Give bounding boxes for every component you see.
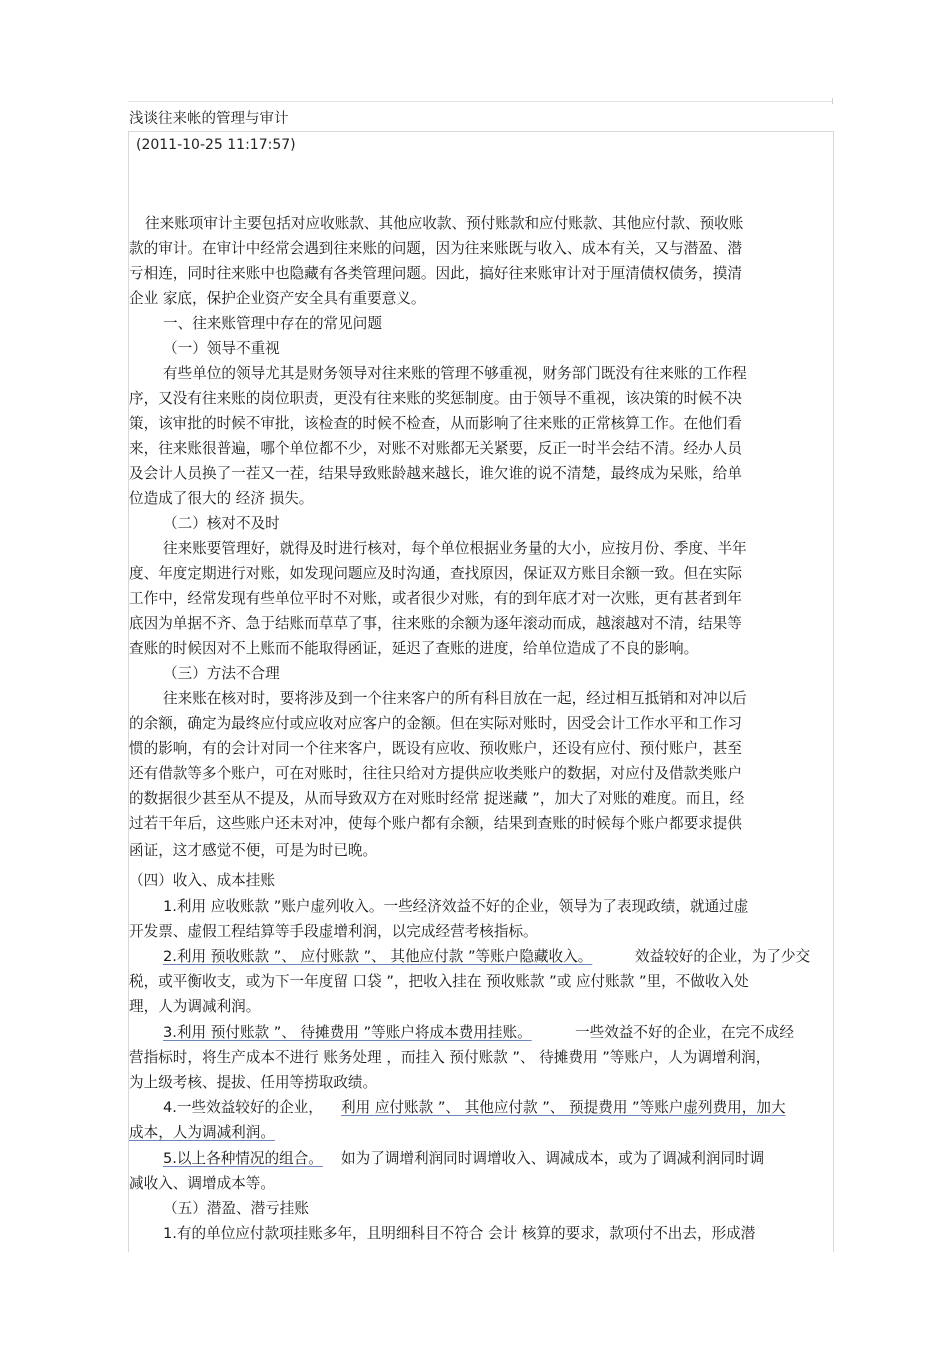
subsection-heading: （二）核对不及时 — [163, 515, 280, 532]
subsection-heading: （四）收入、成本挂账 — [129, 872, 275, 889]
body-line: 1.有的单位应付款项挂账多年，且明细科目不符合 会计 核算的要求，款项付不出去，形成潜 — [163, 1225, 756, 1242]
section-heading: 一、往来账管理中存在的常见问题 — [163, 315, 382, 332]
body-line: 来，往来账很普遍，哪个单位都不少，对账不对账都无关紧要，反正一时半会结不清。经办人员 — [129, 440, 742, 457]
body-line: 如为了调增利润同时调增收入、调减成本，或为了调减利润同时调 — [341, 1150, 765, 1167]
body-line: 惯的影响，有的会计对同一个往来客户，既设有应收、预收账户，还设有应付、预付账户，甚至 — [129, 740, 742, 757]
body-line: 有些单位的领导尤其是财务领导对往来账的管理不够重视，财务部门既没有往来账的工作程 — [163, 365, 747, 382]
body-line: 开发票、虚假工程结算等手段虚增利润，以完成经营考核指标。 — [129, 923, 538, 940]
body-line: 度、年度定期进行对账，如发现问题应及时沟通，查找原因，保证双方账目余额一致。但在实际 — [129, 565, 742, 582]
body-line: 过若干年后，这些账户还未对冲，使每个账户都有余额，结果到查账的时候每个账户都要求提供 — [129, 815, 742, 832]
body-line: 往来账项审计主要包括对应收账款、其他应收款、预付账款和应付账款、其他应付款、预收账 — [145, 215, 744, 232]
body-line: 序，又没有往来账的岗位职责，更没有往来账的奖惩制度。由于领导不重视，该决策的时候不决 — [129, 390, 742, 407]
body-line: 往来账在核对时，要将涉及到一个往来客户的所有科目放在一起，经过相互抵销和对冲以后 — [163, 690, 747, 707]
post-date: (2011-10-25 11:17:57) — [136, 137, 296, 153]
underlined-item: 成本，人为调减利润。 — [129, 1124, 275, 1141]
subsection-heading: （三）方法不合理 — [163, 665, 280, 682]
underlined-item: 5.以上各种情况的组合。 — [163, 1150, 323, 1167]
underlined-item: 3.利用 预付账款 ”、 待摊费用 ”等账户将成本费用挂账。 — [163, 1024, 532, 1041]
subsection-heading: （五）潜盈、潜亏挂账 — [163, 1200, 309, 1217]
body-line: 及会计人员换了一茬又一茬，结果导致账龄越来越长，谁欠谁的说不清楚，最终成为呆账，给单 — [129, 465, 742, 482]
body-line: 为上级考核、提拔、任用等捞取政绩。 — [129, 1074, 378, 1091]
body-line: 底因为单据不齐、急于结账而草草了事，往来账的余额为逐年滚动而成，越滚越对不清，结果等 — [129, 615, 742, 632]
body-line: 4.一些效益较好的企业， — [163, 1099, 323, 1116]
body-line: 位造成了很大的 经济 损失。 — [129, 490, 314, 507]
page-top-border-tick — [832, 98, 833, 104]
article-title: 浅谈往来帐的管理与审计 — [129, 111, 289, 127]
subsection-heading: （一）领导不重视 — [163, 340, 280, 357]
body-line: 查账的时候因对不上账而不能取得函证，延迟了查账的进度，给单位造成了不良的影响。 — [129, 640, 699, 657]
body-line: 亏相连，同时往来账中也隐藏有各类管理问题。因此，搞好往来账审计对于厘清债权债务，摸清 — [129, 265, 742, 282]
body-line: 往来账要管理好，就得及时进行核对，每个单位根据业务量的大小，应按月份、季度、半年 — [163, 540, 747, 557]
body-line: 款的审计。在审计中经常会遇到往来账的问题，因为往来账既与收入、成本有关，又与潜盈、潜 — [129, 240, 742, 257]
body-line: 理，人为调减利润。 — [129, 998, 261, 1015]
body-line: 一些效益不好的企业，在完不成经 — [575, 1024, 794, 1041]
body-line: 营指标时，将生产成本不进行 账务处理 ，而挂入 预付账款 ”、 待摊费用 ”等账户，人为调增利润， — [129, 1049, 771, 1066]
body-line: 企业 家底，保护企业资产安全具有重要意义。 — [129, 290, 426, 307]
body-line: 工作中，经常发现有些单位平时不对账，或者很少对账，有的到年底才对一次账，更有甚者到年 — [129, 590, 742, 607]
body-line: 的余额，确定为最终应付或应收对应客户的金额。但在实际对账时，因受会计工作水平和工作习 — [129, 715, 742, 732]
body-line: 策，该审批的时候不审批，该检查的时候不检查，从而影响了往来账的正常核算工作。在他们看 — [129, 415, 742, 432]
body-line: 还有借款等多个账户，可在对账时，往往只给对方提供应收类账户的数据，对应付及借款类账户 — [129, 765, 742, 782]
body-line: 函证，这才感觉不便，可是为时已晚。 — [129, 842, 378, 859]
body-line: 的数据很少甚至从不提及，从而导致双方在对账时经常 捉迷藏 ”，加大了对账的难度。而且，经 — [129, 790, 745, 807]
body-line: 减收入、调增成本等。 — [129, 1175, 275, 1192]
underlined-item: 2.利用 预收账款 ”、 应付账款 ”、 其他应付款 ”等账户隐藏收入。 — [163, 948, 593, 965]
body-line: 税，或平衡收支，或为下一年度留 口袋 ”，把收入挂在 预收账款 ”或 应付账款 ”里，不做收入处 — [129, 973, 749, 990]
page-top-border — [128, 101, 833, 102]
body-line: 1.利用 应收账款 ”账户虚列收入。一些经济效益不好的企业，领导为了表现政绩，就通过虚 — [163, 898, 749, 915]
underlined-item: 利用 应付账款 ”、 其他应付款 ”、 预提费用 ”等账户虚列费用，加大 — [341, 1099, 786, 1116]
body-line: 效益较好的企业，为了少交 — [635, 948, 811, 965]
